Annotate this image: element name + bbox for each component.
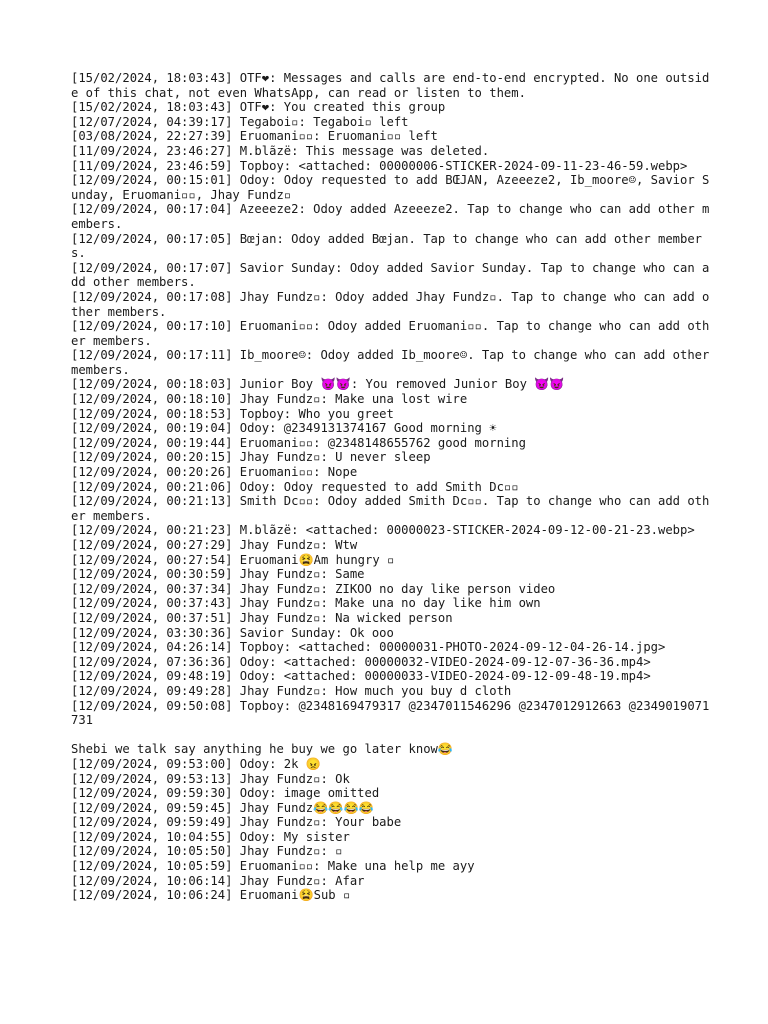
log-line: [15/02/2024, 18:03:43] OTF❤: You created this group — [71, 100, 446, 115]
log-line: [12/09/2024, 09:59:45] Jhay Fundz😂😂😂😂 — [71, 800, 374, 815]
log-line: [11/09/2024, 23:46:59] Topboy: <attached: 00000006-STICKER-2024-09-11-23-46-59.webp> — [71, 158, 688, 173]
log-line: [12/09/2024, 09:48:19] Odoy: <attached: 00000033-VIDEO-2024-09-12-09-48-19.mp4> — [71, 669, 651, 684]
log-line: [12/09/2024, 03:30:36] Savior Sunday: Ok ooo — [71, 625, 394, 640]
log-line: [12/09/2024, 00:37:43] Jhay Fundz▫: Make una no day like him own — [71, 596, 541, 611]
log-line: [12/09/2024, 09:49:28] Jhay Fundz▫: How much you buy d cloth — [71, 683, 512, 698]
log-line: [15/02/2024, 18:03:43] OTF❤: Messages and calls are end-to-end encrypted. No one outside of this chat, not even WhatsApp, can read or listen to them. — [71, 71, 710, 100]
log-line: [12/09/2024, 00:17:04] Azeeeze2: Odoy added Azeeeze2. Tap to change who can add other members. — [71, 202, 710, 231]
log-line: [12/09/2024, 09:59:49] Jhay Fundz▫: Your babe — [71, 815, 402, 830]
log-line: [12/09/2024, 09:50:08] Topboy: @2348169479317 @2347011546296 @2347012912663 @2349019071731 — [71, 698, 710, 728]
log-line: [12/09/2024, 00:17:10] Eruomani▫▫: Odoy added Eruomani▫▫. Tap to change who can add other members. — [71, 319, 710, 348]
log-line: [12/09/2024, 00:18:10] Jhay Fundz▫: Make una lost wire — [71, 392, 468, 407]
blank-line — [71, 728, 711, 743]
log-line: [11/09/2024, 23:46:27] M.blãzë: This message was deleted. — [71, 143, 490, 158]
log-line: [12/09/2024, 10:05:59] Eruomani▫▫: Make una help me ayy — [71, 859, 475, 874]
log-line: [12/09/2024, 00:15:01] Odoy: Odoy requested to add BŒJAN, Azeeeze2, Ib_moore☺, Savior Sunday, Eruomani▫▫, Jhay Fundz▫ — [71, 173, 710, 202]
log-line: [12/09/2024, 00:19:44] Eruomani▫▫: @2348148655762 good morning — [71, 435, 526, 450]
log-line: [12/09/2024, 10:05:50] Jhay Fundz▫: ▫ — [71, 844, 343, 859]
log-line: [12/09/2024, 10:06:14] Jhay Fundz▫: Afar — [71, 873, 365, 888]
log-line: [12/09/2024, 00:20:15] Jhay Fundz▫: U never sleep — [71, 450, 431, 465]
log-line: [12/09/2024, 04:26:14] Topboy: <attached: 00000031-PHOTO-2024-09-12-04-26-14.jpg> — [71, 640, 666, 655]
log-line: [12/09/2024, 00:30:59] Jhay Fundz▫: Same — [71, 567, 365, 582]
log-line: [12/09/2024, 00:27:29] Jhay Fundz▫: Wtw — [71, 538, 358, 552]
log-line: [12/09/2024, 07:36:36] Odoy: <attached: 00000032-VIDEO-2024-09-12-07-36-36.mp4> — [71, 654, 651, 669]
log-line: [12/09/2024, 00:20:26] Eruomani▫▫: Nope — [71, 465, 358, 480]
log-line: [12/09/2024, 00:21:23] M.blãzë: <attached: 00000023-STICKER-2024-09-12-00-21-23.webp> — [71, 523, 695, 538]
log-line: [12/09/2024, 09:59:30] Odoy: image omitted — [71, 786, 380, 801]
log-line: [12/09/2024, 00:37:34] Jhay Fundz▫: ZIKOO no day like person video — [71, 581, 556, 596]
log-line: [12/09/2024, 10:06:24] Eruomani😫Sub ▫ — [71, 888, 351, 903]
log-line: [12/09/2024, 00:18:03] Junior Boy 😈😈: You removed Junior Boy 😈😈 — [71, 377, 565, 392]
log-line: [12/09/2024, 00:17:05] Bœjan: Odoy added Bœjan. Tap to change who can add other members. — [71, 231, 703, 261]
log-line: [12/09/2024, 00:21:13] Smith Dc▫▫: Odoy added Smith Dc▫▫. Tap to change who can add other members. — [71, 494, 710, 523]
log-line: [12/09/2024, 00:17:08] Jhay Fundz▫: Odoy added Jhay Fundz▫. Tap to change who can add other members. — [71, 289, 710, 319]
log-line: [12/09/2024, 09:53:00] Odoy: 2k 😠 — [71, 756, 321, 771]
log-line: [12/09/2024, 00:17:07] Savior Sunday: Odoy added Savior Sunday. Tap to change who can add other members. — [71, 260, 710, 290]
log-line: [12/09/2024, 10:04:55] Odoy: My sister — [71, 829, 350, 844]
log-line: [12/09/2024, 00:37:51] Jhay Fundz▫: Na wicked person — [71, 610, 453, 625]
log-line: [12/07/2024, 04:39:17] Tegaboi▫: Tegaboi▫ left — [71, 114, 409, 129]
log-line: [12/09/2024, 00:17:11] Ib_moore☺: Odoy added Ib_moore☺. Tap to change who can add other members. — [71, 348, 717, 377]
log-line: [03/08/2024, 22:27:39] Eruomani▫▫: Eruomani▫▫ left — [71, 129, 438, 144]
log-line: [12/09/2024, 00:19:04] Odoy: @2349131374167 Good morning ☀ — [71, 421, 497, 436]
chat-log — [71, 71, 717, 903]
log-line: Shebi we talk say anything he buy we go later know😂 — [71, 742, 454, 757]
log-line: [12/09/2024, 00:27:54] Eruomani😫Am hungry ▫ — [71, 552, 395, 567]
log-line: [12/09/2024, 00:21:06] Odoy: Odoy requested to add Smith Dc▫▫ — [71, 479, 519, 494]
log-line: [12/09/2024, 09:53:13] Jhay Fundz▫: Ok — [71, 771, 350, 786]
log-line: [12/09/2024, 00:18:53] Topboy: Who you greet — [71, 406, 394, 421]
